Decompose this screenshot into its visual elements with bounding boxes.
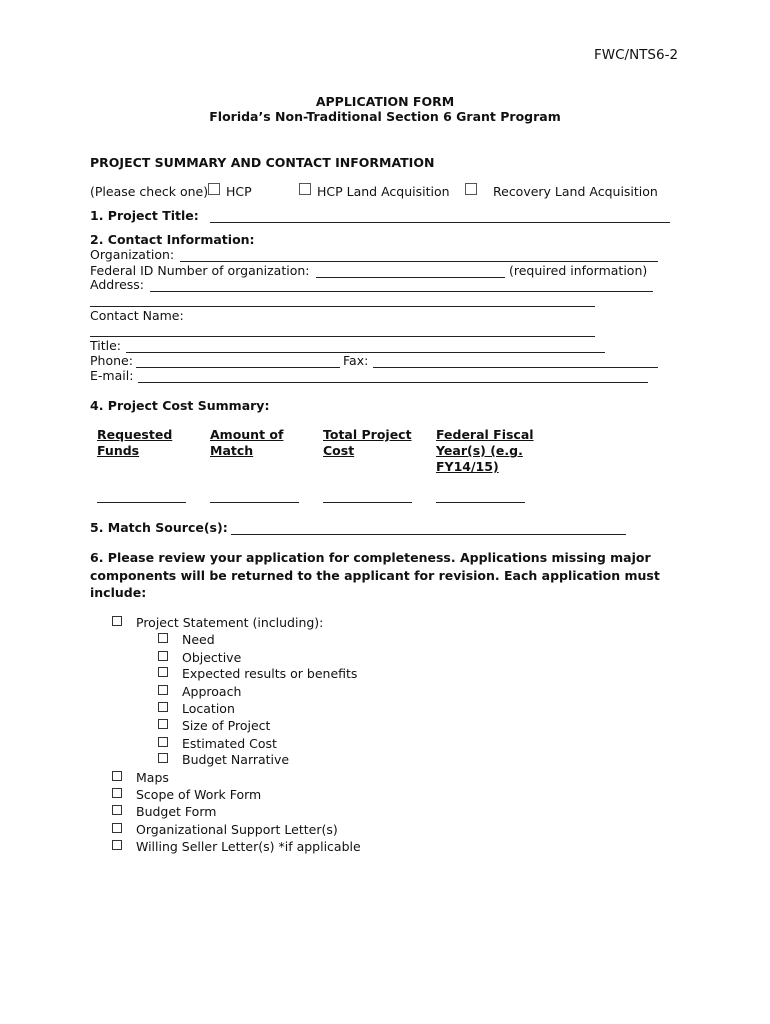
fax-label: Fax: bbox=[343, 353, 369, 368]
checklist-sub-item bbox=[158, 752, 289, 767]
checklist-sub-item bbox=[158, 632, 215, 647]
project-title-field[interactable] bbox=[210, 222, 670, 223]
checkbox-icon[interactable] bbox=[112, 616, 122, 626]
section-heading: PROJECT SUMMARY AND CONTACT INFORMATION bbox=[90, 155, 435, 170]
match-source-field[interactable] bbox=[231, 534, 626, 535]
email-field[interactable] bbox=[138, 382, 648, 383]
checkbox-icon[interactable] bbox=[158, 667, 168, 677]
checklist-label: Scope of Work Form bbox=[136, 787, 262, 802]
checklist-label: Project Statement (including): bbox=[136, 615, 324, 630]
amount-of-match-field[interactable] bbox=[210, 502, 299, 503]
checklist-sub-item bbox=[158, 684, 241, 699]
federal-id-field[interactable] bbox=[316, 277, 505, 278]
checkbox-icon[interactable] bbox=[158, 685, 168, 695]
fax-field[interactable] bbox=[373, 367, 658, 368]
hcp-checkbox[interactable] bbox=[208, 183, 220, 195]
form-id: FWC/NTS6-2 bbox=[594, 47, 679, 63]
organization-label: Organization: bbox=[90, 247, 175, 262]
checkbox-icon[interactable] bbox=[112, 840, 122, 850]
checkbox-icon[interactable] bbox=[112, 805, 122, 815]
review-instructions: 6. Please review your application for completeness. Applications missing major components will be returned to the applicant for revision. Each application must include: bbox=[90, 550, 660, 600]
recovery-land-acquisition-label: Recovery Land Acquisition bbox=[493, 184, 658, 199]
organization-field[interactable] bbox=[180, 261, 658, 262]
phone-field[interactable] bbox=[136, 367, 340, 368]
checkbox-icon[interactable] bbox=[158, 737, 168, 747]
checklist-label: Expected results or benefits bbox=[182, 666, 358, 681]
checklist-label: Objective bbox=[182, 650, 242, 665]
requested-funds-field[interactable] bbox=[97, 502, 186, 503]
checklist-sub-item bbox=[158, 718, 270, 733]
total-project-cost-header: Total Project Cost bbox=[323, 427, 412, 458]
total-project-cost-field[interactable] bbox=[323, 502, 412, 503]
federal-id-note: (required information) bbox=[509, 263, 648, 278]
checklist-label: Organizational Support Letter(s) bbox=[136, 822, 338, 837]
match-source-label: 5. Match Source(s): bbox=[90, 520, 228, 535]
federal-fiscal-year-header: Federal Fiscal Year(s) (e.g. FY14/15) bbox=[436, 427, 534, 474]
hcp-land-acquisition-checkbox[interactable] bbox=[299, 183, 311, 195]
checkbox-icon[interactable] bbox=[112, 788, 122, 798]
form-title: APPLICATION FORM bbox=[315, 94, 455, 109]
check-prompt: (Please check one) bbox=[90, 184, 209, 199]
title-label: Title: bbox=[90, 338, 121, 353]
federal-id-label: Federal ID Number of organization: bbox=[90, 263, 310, 278]
checkbox-icon[interactable] bbox=[112, 771, 122, 781]
checkbox-icon[interactable] bbox=[158, 719, 168, 729]
checkbox-icon[interactable] bbox=[158, 753, 168, 763]
address-label: Address: bbox=[90, 277, 144, 292]
hcp-land-acquisition-label: HCP Land Acquisition bbox=[317, 184, 450, 199]
checklist-label: Location bbox=[182, 701, 235, 716]
checklist-item bbox=[112, 839, 361, 854]
checkbox-icon[interactable] bbox=[112, 823, 122, 833]
checkbox-icon[interactable] bbox=[158, 702, 168, 712]
contact-name-label: Contact Name: bbox=[90, 308, 184, 323]
requested-funds-header: Requested Funds bbox=[97, 427, 173, 458]
amount-of-match-header: Amount of Match bbox=[210, 427, 284, 458]
checklist-item bbox=[112, 822, 338, 837]
recovery-land-acquisition-checkbox[interactable] bbox=[465, 183, 477, 195]
checklist-label: Approach bbox=[182, 684, 242, 699]
checklist-label: Maps bbox=[136, 770, 169, 785]
checklist-item bbox=[112, 787, 261, 802]
federal-fiscal-year-field[interactable] bbox=[436, 502, 525, 503]
email-label: E-mail: bbox=[90, 368, 134, 383]
checklist-item bbox=[112, 770, 169, 785]
checkbox-icon[interactable] bbox=[158, 651, 168, 661]
checklist-label: Need bbox=[182, 632, 215, 647]
contact-heading: 2. Contact Information: bbox=[90, 232, 255, 247]
address-field[interactable] bbox=[150, 291, 653, 292]
checklist-item bbox=[112, 804, 216, 819]
checklist-label: Willing Seller Letter(s) *if applicable bbox=[136, 839, 361, 854]
checklist-label: Estimated Cost bbox=[182, 736, 277, 751]
checklist-label: Size of Project bbox=[182, 718, 271, 733]
checklist-sub-item bbox=[158, 701, 235, 716]
checklist-project-statement bbox=[112, 615, 323, 630]
checkbox-icon[interactable] bbox=[158, 633, 168, 643]
form-subtitle: Florida’s Non-Traditional Section 6 Grant Program bbox=[209, 109, 561, 124]
phone-label: Phone: bbox=[90, 353, 133, 368]
checklist-sub-item bbox=[158, 736, 277, 751]
project-title-label: 1. Project Title: bbox=[90, 208, 199, 223]
address-field-line-2[interactable] bbox=[90, 306, 595, 307]
cost-heading: 4. Project Cost Summary: bbox=[90, 398, 270, 413]
checklist-label: Budget Narrative bbox=[182, 752, 290, 767]
checklist-sub-item bbox=[158, 650, 241, 665]
hcp-label: HCP bbox=[226, 184, 252, 199]
checklist-sub-item bbox=[158, 666, 357, 681]
checklist-label: Budget Form bbox=[136, 804, 217, 819]
contact-name-field[interactable] bbox=[90, 336, 595, 337]
